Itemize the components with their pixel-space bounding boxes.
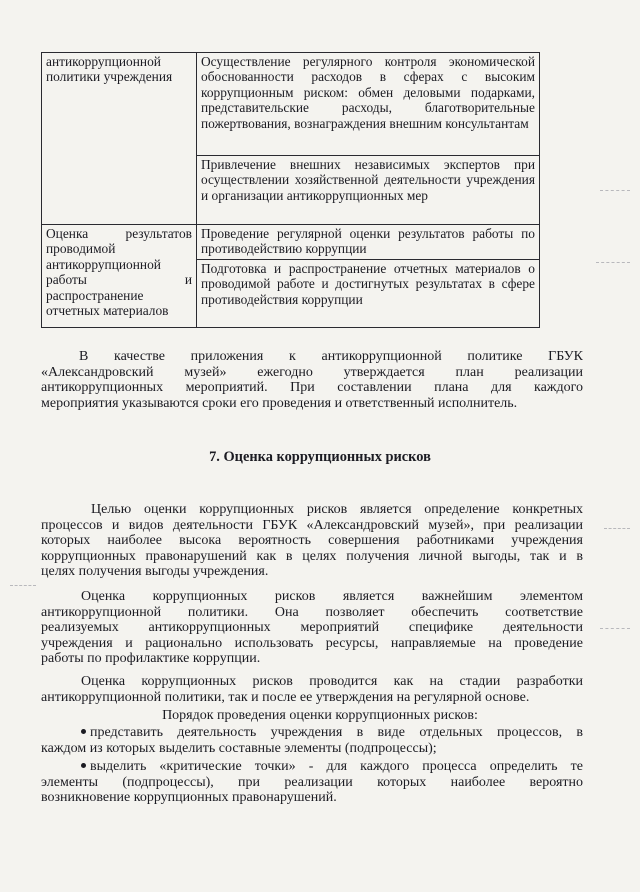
bullet-icon — [81, 763, 86, 768]
table-cell-measure: Осуществление регулярного контроля экономической обоснованности расходов в сферах с высоким коррупционным риском: обмен деловыми подарками, представительские расходы, благотворительные пожертвования, вознаграждения внешним консультантам — [197, 53, 540, 156]
anticorruption-measures-table — [41, 52, 540, 328]
bullet-icon — [81, 729, 86, 734]
section-heading: 7. Оценка коррупционных рисков — [209, 449, 431, 465]
table-cell-measure: Привлечение внешних независимых экспертов при осуществлении хозяйственной деятельности учреждения и организации антикоррупционных мер — [197, 156, 540, 225]
table-cell-direction: Оценка результатов проводимой антикоррупционной работы и распространение отчетных материалов — [42, 225, 197, 328]
list-item: выделить «критические точки» - для каждого процесса определить те элементы (подпроцессы), при реализации которых наиболее вероятно возникновение коррупционных правонарушений. — [41, 759, 583, 806]
list-item: представить деятельность учреждения в виде отдельных процессов, в каждом из которых выделить составные элементы (подпроцессы); — [41, 725, 583, 756]
scan-artifact — [596, 262, 630, 263]
procedure-title: Порядок проведения оценки коррупционных рисков: — [162, 708, 478, 723]
stage-paragraph: Оценка коррупционных рисков проводится как на стадии разработки антикоррупционной политики, так и после ее утверждения на регулярной основе. — [41, 674, 583, 705]
table-row — [42, 53, 540, 156]
table-cell-measure: Подготовка и распространение отчетных материалов о проводимой работе и достигнутых результатах в сфере противодействия коррупции — [197, 260, 540, 328]
element-paragraph: Оценка коррупционных рисков является важнейшим элементом антикоррупционной политики. Она позволяет обеспечить соответствие реализуемых антикоррупционных мероприятий специфике деятельности учреждения и рационально использовать ресурсы, направляемые на проведение работы по профилактике коррупции. — [41, 589, 583, 667]
scan-artifact — [600, 190, 630, 191]
table-cell-measure: Проведение регулярной оценки результатов работы по противодействию коррупции — [197, 225, 540, 260]
table-row — [42, 225, 540, 260]
scan-artifact — [10, 585, 36, 586]
table-cell-direction: антикоррупционной политики учреждения — [42, 53, 197, 225]
scan-artifact — [600, 628, 630, 629]
scan-artifact — [604, 528, 630, 529]
goal-paragraph: Целью оценки коррупционных рисков является определение конкретных процессов и видов деятельности ГБУК «Александровский музей», при реализации которых наиболее высока вероятность совершения работниками учреждения коррупционных правонарушений как в целях получения личной выгоды, так и в целях получения выгоды учреждения. — [41, 502, 583, 580]
appendix-paragraph: В качестве приложения к антикоррупционной политике ГБУК «Александровский музей» ежегодно утверждается план реализации антикоррупционных мероприятий. При составлении плана для каждого мероприятия указываются сроки его проведения и ответственный исполнитель. — [41, 349, 583, 411]
